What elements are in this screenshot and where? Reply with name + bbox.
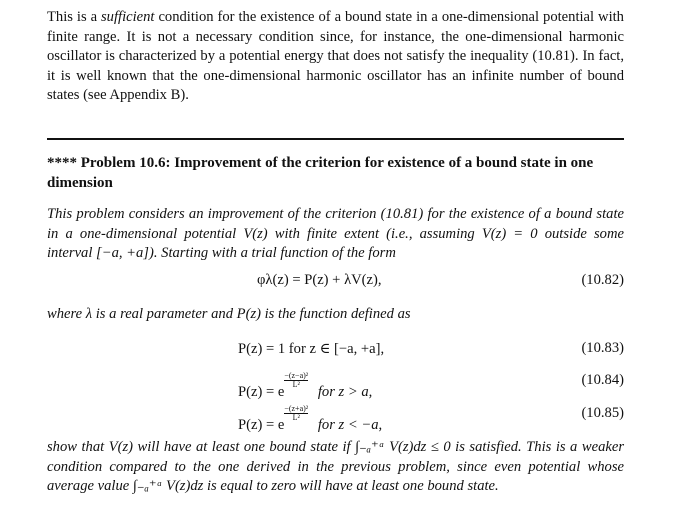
- exponent-fraction: −(z−a)² L²: [284, 371, 309, 389]
- problem-heading: **** Problem 10.6: Improvement of the criterion for existence of a bound state in one dimension: [47, 155, 594, 191]
- paragraph-intro: This is a sufficient condition for the existence of a bound state in a one-dimensional potential with finite range. It is not a necessary condition since, for instance, the one-dimensional harmonic oscillator is characterized by a potential energy that does not satisfy the inequality (10.81). In fact, it is well known that the one-dimensional harmonic oscillator has an infinite number of bound states (see Appendix B).: [47, 9, 624, 104]
- equation-condition: for z > a,: [317, 384, 373, 400]
- where-clause: where λ is a real parameter and P(z) is the function defined as: [47, 306, 411, 322]
- equation-number: (10.84): [581, 372, 624, 388]
- equation-lhs: P(z) = e: [238, 417, 285, 433]
- equation-expression: φλ(z) = P(z) + λV(z),: [257, 272, 382, 288]
- section-divider: [47, 138, 624, 140]
- problem-task: show that V(z) will have at least one bound state if ∫₋ₐ⁺ᵃ V(z)dz ≤ 0 is satisfied. This is a weaker condition compared to the one derived in the previous problem, since even potential whose average value ∫₋ₐ⁺ᵃ V(z)dz is equal to zero will have at least one bound state.: [47, 439, 624, 495]
- emphasis: sufficient: [100, 9, 155, 25]
- equation-10-82: [47, 272, 624, 292]
- equation-number: (10.82): [581, 272, 624, 288]
- exponent-fraction: −(z+a)² L²: [284, 404, 309, 422]
- problem-statement: This problem considers an improvement of the criterion (10.81) for the existence of a bound state in a one-dimensional potential V(z) with finite extent (i.e., assuming V(z) = 0 outside some interval [−a, +a]). Starting with a trial function of the form: [47, 206, 624, 262]
- equation-10-85: [47, 404, 624, 433]
- equation-condition: for z < −a,: [317, 417, 383, 433]
- equation-10-83: [47, 340, 624, 360]
- equation-expression: P(z) = 1 for z ∈ [−a, +a],: [238, 341, 385, 357]
- equation-10-84: [47, 371, 624, 400]
- equation-number: (10.85): [581, 405, 624, 421]
- equation-number: (10.83): [581, 340, 624, 356]
- equation-lhs: P(z) = e: [238, 384, 285, 400]
